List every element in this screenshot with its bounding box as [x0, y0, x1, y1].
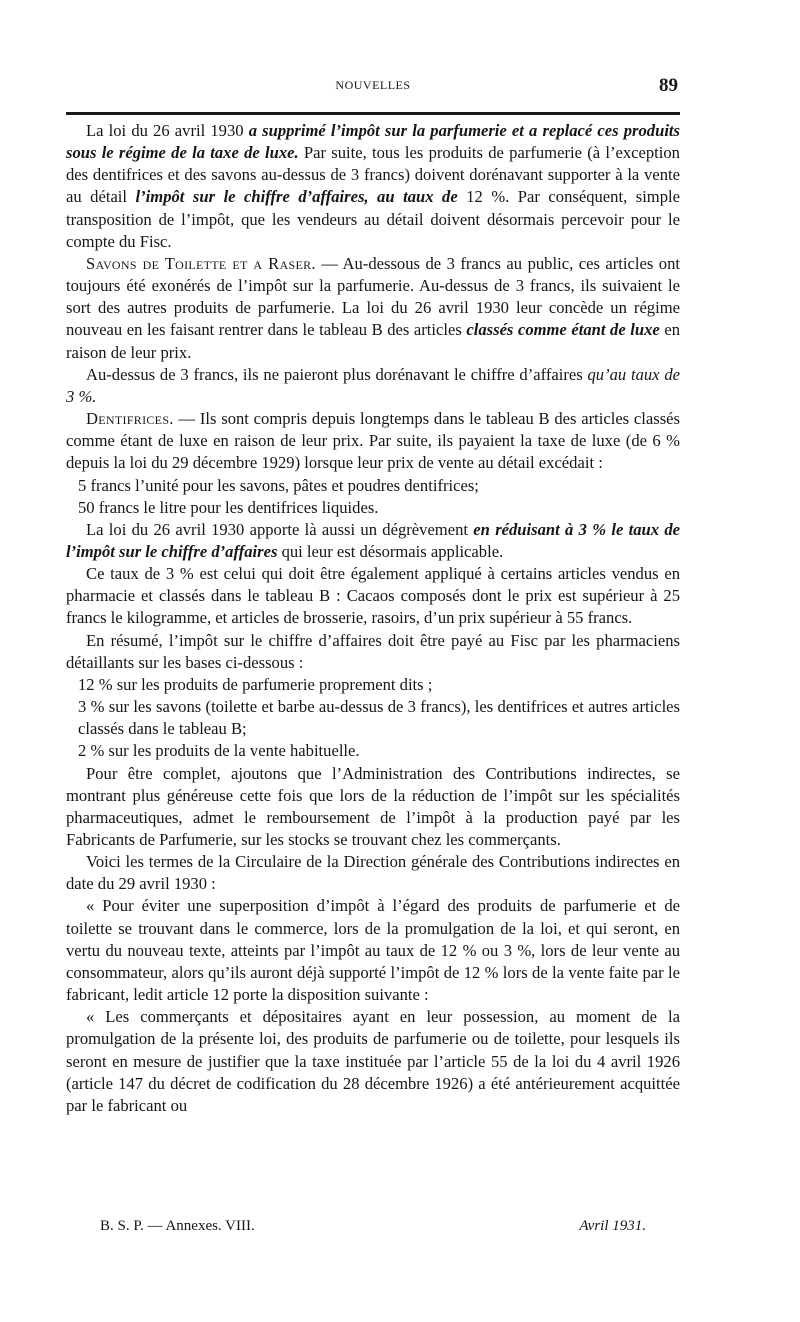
list-item: 50 francs le litre pour les dentifrices liquides.: [78, 497, 379, 517]
list-item: 5 francs l’unité pour les savons, pâtes et poudres dentifrices;: [78, 475, 479, 495]
paragraph: En résumé, l’impôt sur le chiffre d’affaires doit être payé au Fisc par les pharmaciens détaillants sur les bases ci-dessous :: [66, 630, 680, 672]
running-title: NOUVELLES: [335, 78, 411, 92]
paragraph: Dentifrices. — Ils sont compris depuis longtemps dans le tableau B des articles classés comme étant de luxe en raison de leur prix. Par suite, ils payaient la taxe de luxe (de 6 % depuis la loi du 29 décembre 1929) lorsque leur prix de vente au détail excédait :: [66, 409, 680, 473]
body-text: [66, 120, 680, 1117]
quote-paragraph: « Pour éviter une superposition d’impôt à l’égard des produits de parfumerie et de toilette se trouvant dans le commerce, lors de la promulgation de la loi, et qui seront, en vertu du nouveau texte, atteints par l’impôt au taux de 12 % ou 3 %, lors de leur vente au consommateur, alors qu’ils auront déjà supporté l’impôt de 12 % lors de la vente faite par le fabricant, ledit article 12 porte la disposition suivante :: [66, 896, 680, 1005]
quote-paragraph: « Les commerçants et dépositaires ayant en leur possession, au moment de la promulgation de la présente loi, des produits de parfumerie ou de toilette, pour lesquels ils seront en mesure de justifier que la taxe instituée par l’article 55 de la loi du 4 avril 1926 (article 147 du décret de codification du 28 décembre 1926) a été antérieurement acquittée par le fabricant ou: [66, 1007, 680, 1115]
paragraph: Savons de Toilette et a Raser. — Au-dessous de 3 francs au public, ces articles ont toujours été exonérés de l’impôt sur la parfumerie. Au-dessus de 3 francs, ils suivaient le sort des autres produits de parfumerie. La loi du 26 avril 1930 leur concède un régime nouveau en les faisant rentrer dans le tableau B des articles classés comme étant de luxe en raison de leur prix.: [66, 253, 680, 362]
paragraph: Au-dessus de 3 francs, ils ne paieront plus dorénavant le chiffre d’affaires qu’au taux de 3 %.: [66, 364, 680, 406]
footer-date: Avril 1931.: [579, 1218, 646, 1234]
paragraph: La loi du 26 avril 1930 a supprimé l’impôt sur la parfumerie et a replacé ces produits sous le régime de la taxe de luxe. Par suite, tous les produits de parfumerie (à l’exception des dentifrices et des savons au-dessus de 3 francs) doivent dorénavant supporter à la vente au détail l’impôt sur le chiffre d’affaires, au taux de 12 %. Par conséquent, simple transposition de l’impôt, que les vendeurs au détail doivent désormais percevoir pour le compte du Fisc.: [66, 121, 680, 251]
paragraph: Pour être complet, ajoutons que l’Administration des Contributions indirectes, se montrant plus généreuse cette fois que lors de la réduction de l’impôt sur les spécialités pharmaceutiques, admet le remboursement de l’impôt à la production payé par les Fabricants de Parfumerie, sur les stocks se trouvant chez les commerçants.: [66, 763, 680, 849]
section-heading: Savons de Toilette et a Raser.: [86, 253, 316, 273]
list-item: 2 % sur les produits de la vente habituelle.: [78, 741, 360, 761]
page-header: [66, 76, 680, 100]
section-heading: Dentifrices.: [86, 409, 174, 429]
page-number: 89: [659, 75, 678, 96]
paragraph: Ce taux de 3 % est celui qui doit être également appliqué à certains articles vendus en pharmacie et classés dans le tableau B : Cacaos composés dont le prix est supérieur à 25 francs le kilogramme, et articles de brosserie, rasoirs, d’un prix supérieur à 55 francs.: [66, 564, 680, 628]
header-rule: [66, 112, 680, 115]
paragraph: La loi du 26 avril 1930 apporte là aussi un dégrèvement en réduisant à 3 % le taux de l’impôt sur le chiffre d’affaires qui leur est désormais applicable.: [66, 519, 681, 561]
list-item: 3 % sur les savons (toilette et barbe au-dessus de 3 francs), les dentifrices et autres articles classés dans le tableau B;: [78, 697, 680, 739]
list-item: 12 % sur les produits de parfumerie proprement dits ;: [78, 674, 433, 694]
page-footer: [100, 1218, 646, 1240]
paragraph: Voici les termes de la Circulaire de la Direction générale des Contributions indirectes en date du 29 avril 1930 :: [66, 852, 680, 894]
footer-reference: B. S. P. — Annexes. VIII.: [100, 1218, 255, 1234]
